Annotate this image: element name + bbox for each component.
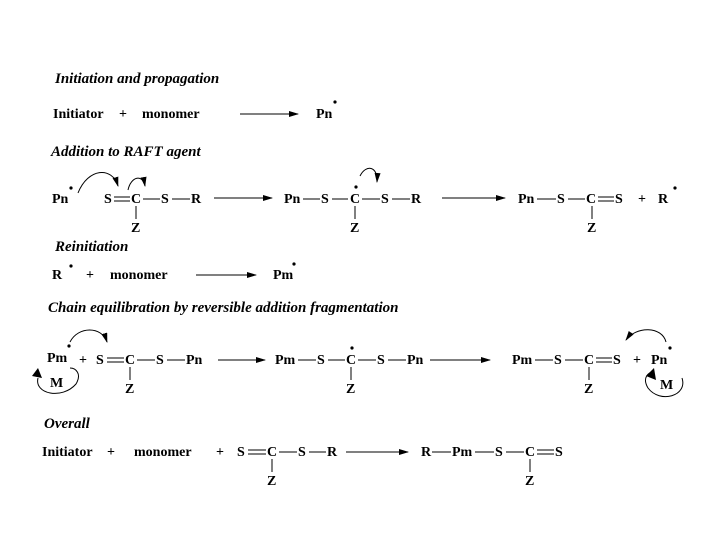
plus-sign: + — [79, 353, 87, 368]
electron-arrow — [128, 178, 145, 190]
carbon-atom: C — [584, 353, 595, 368]
electron-arrow — [626, 330, 666, 342]
r-radical: R — [52, 268, 63, 283]
plus-sign: + — [638, 192, 646, 207]
carbon-atom: C — [267, 445, 278, 460]
sulfur-atom: S — [104, 192, 112, 207]
carbon-atom: C — [346, 353, 357, 368]
carbon-atom: C — [350, 192, 361, 207]
monomer-m: M — [660, 378, 674, 393]
pm-group: Pm — [512, 353, 533, 368]
z-group: Z — [584, 382, 594, 397]
sulfur-atom: S — [317, 353, 325, 368]
sulfur-atom: S — [557, 192, 565, 207]
pn-group: Pn — [284, 192, 301, 207]
radical-dot — [333, 100, 336, 103]
plus-sign: + — [107, 445, 115, 460]
radical-dot — [69, 264, 72, 267]
pm-radical: Pm — [47, 351, 68, 366]
heading-initiation: Initiation and propagation — [55, 71, 220, 87]
z-group: Z — [587, 221, 597, 236]
z-group: Z — [131, 221, 141, 236]
electron-arrow — [78, 172, 118, 193]
sulfur-atom: S — [613, 353, 621, 368]
sulfur-atom: S — [615, 192, 623, 207]
pn-radical: Pn — [316, 107, 333, 122]
radical-dot — [350, 346, 353, 349]
radical-dot — [67, 344, 70, 347]
sulfur-atom: S — [156, 353, 164, 368]
sulfur-atom: S — [298, 445, 306, 460]
sulfur-atom: S — [554, 353, 562, 368]
monomer-m: M — [50, 376, 64, 391]
z-group: Z — [525, 474, 535, 489]
z-group: Z — [350, 221, 360, 236]
sulfur-atom: S — [555, 445, 563, 460]
loop-arrowhead — [32, 368, 42, 378]
heading-equilibration: Chain equilibration by reversible addition fragmentation — [48, 300, 399, 316]
carbon-atom: C — [525, 445, 536, 460]
r-group: R — [191, 192, 202, 207]
monomer-label: monomer — [134, 445, 192, 460]
carbon-atom: C — [131, 192, 142, 207]
pn-group: Pn — [407, 353, 424, 368]
z-group: Z — [125, 382, 135, 397]
pn-group: Pn — [518, 192, 535, 207]
radical-dot — [292, 262, 295, 265]
sulfur-atom: S — [381, 192, 389, 207]
initiator-label: Initiator — [53, 107, 104, 122]
initiator-label: Initiator — [42, 445, 93, 460]
z-group: Z — [346, 382, 356, 397]
monomer-label: monomer — [110, 268, 168, 283]
electron-arrow — [70, 330, 107, 342]
pm-group: Pm — [452, 445, 473, 460]
plus-sign: + — [119, 107, 127, 122]
monomer-label: monomer — [142, 107, 200, 122]
pm-group: Pm — [275, 353, 296, 368]
sulfur-atom: S — [321, 192, 329, 207]
sulfur-atom: S — [237, 445, 245, 460]
radical-dot — [354, 185, 357, 188]
loop-arrowhead — [646, 368, 656, 380]
z-group: Z — [267, 474, 277, 489]
plus-sign: + — [86, 268, 94, 283]
radical-dot — [668, 346, 671, 349]
carbon-atom: C — [586, 192, 597, 207]
pn-group: Pn — [186, 353, 203, 368]
pm-radical: Pm — [273, 268, 294, 283]
sulfur-atom: S — [495, 445, 503, 460]
r-group: R — [421, 445, 432, 460]
carbon-atom: C — [125, 353, 136, 368]
heading-overall: Overall — [44, 416, 90, 432]
sulfur-atom: S — [377, 353, 385, 368]
pn-radical: Pn — [651, 353, 668, 368]
r-group: R — [327, 445, 338, 460]
plus-sign: + — [633, 353, 641, 368]
radical-dot — [69, 186, 72, 189]
plus-sign: + — [216, 445, 224, 460]
sulfur-atom: S — [96, 353, 104, 368]
radical-dot — [673, 186, 676, 189]
electron-arrow — [360, 168, 377, 182]
heading-reinitiation: Reinitiation — [55, 239, 129, 255]
r-radical: R — [658, 192, 669, 207]
r-group: R — [411, 192, 422, 207]
sulfur-atom: S — [161, 192, 169, 207]
pn-radical: Pn — [52, 192, 69, 207]
heading-addition: Addition to RAFT agent — [51, 144, 201, 160]
